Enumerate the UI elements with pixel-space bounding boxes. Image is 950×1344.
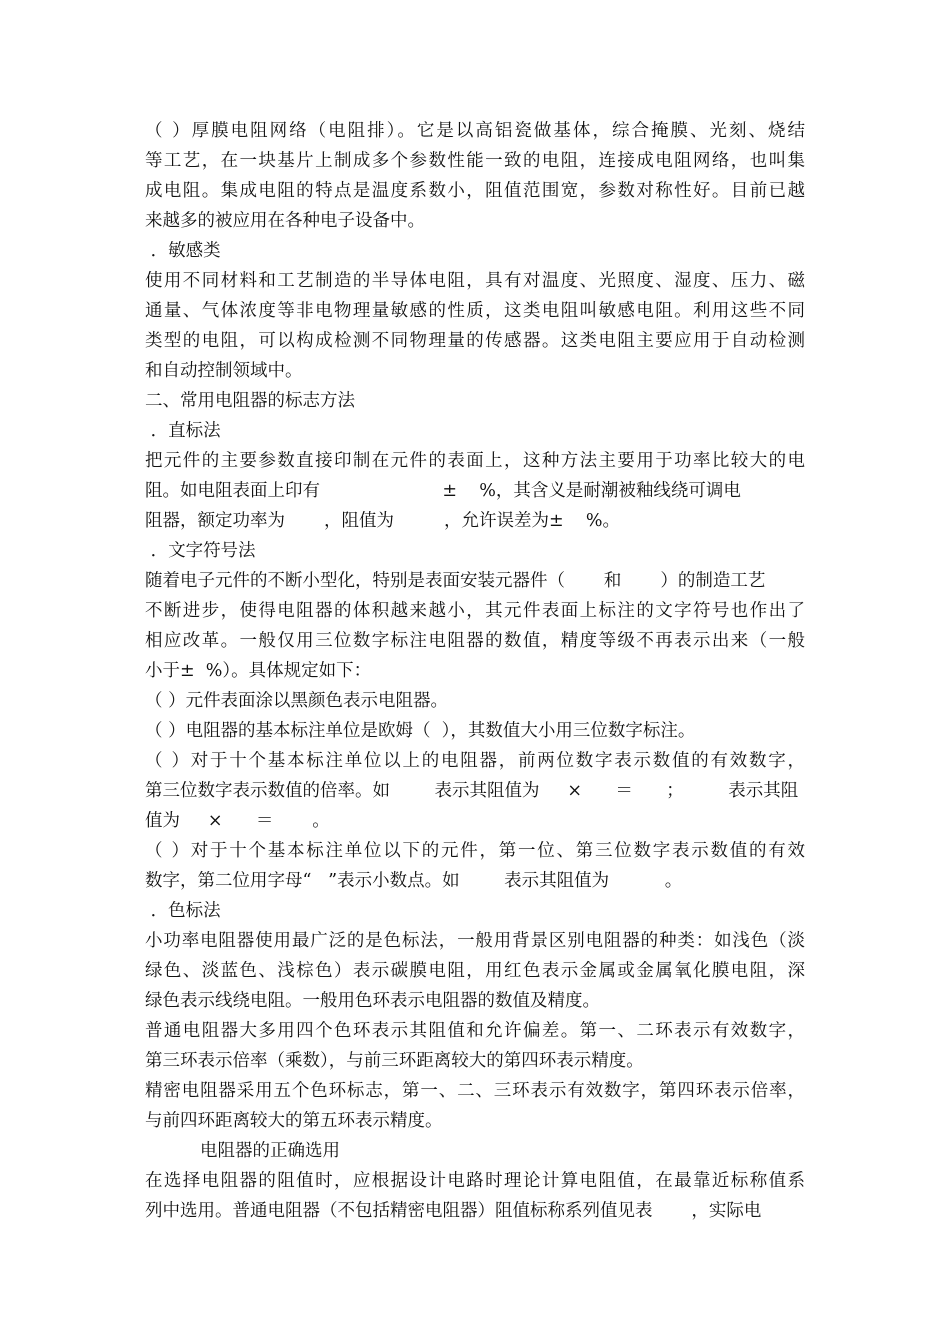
paragraph-line: 绿色、淡蓝色、浅棕色）表示碳膜电阻，用红色表示金属或金属氧化膜电阻，深 (145, 961, 805, 981)
paragraph-line: 来越多的被应用在各种电子设备中。 (145, 211, 425, 231)
paragraph-line: 阻。如电阻表面上印有 ± %，其含义是耐潮被釉线绕可调电 (145, 481, 741, 501)
paragraph-line: 使用不同材料和工艺制造的半导体电阻，具有对温度、光照度、湿度、压力、磁 (145, 271, 805, 291)
section-heading: ．色标法 (145, 901, 221, 921)
paragraph-line: 和自动控制领域中。 (145, 361, 303, 381)
paragraph-line: 相应改革。一般仅用三位数字标注电阻器的数值，精度等级不再表示出来（一般 (145, 631, 805, 651)
paragraph-line: 随着电子元件的不断小型化，特别是表面安装元器件（ 和 ）的制造工艺 (145, 571, 766, 591)
paragraph-line: 第三位数字表示数值的倍率。如 表示其阻值为 × ＝ ； 表示其阻 (145, 781, 799, 801)
paragraph-line: 等工艺，在一块基片上制成多个参数性能一致的电阻，连接成电阻网络，也叫集 (145, 151, 805, 171)
paragraph-line: 小于± %）。具体规定如下： (145, 661, 372, 681)
section-heading: ．直标法 (145, 421, 221, 441)
paragraph-line: 不断进步，使得电阻器的体积越来越小，其元件表面上标注的文字符号也作出了 (145, 601, 805, 621)
list-item: （ ）对于十个基本标注单位以上的电阻器，前两位数字表示数值的有效数字， (145, 751, 805, 771)
paragraph-line: 值为 × ＝ 。 (145, 811, 330, 831)
paragraph-line: 通量、气体浓度等非电物理量敏感的性质，这类电阻叫敏感电阻。利用这些不同 (145, 301, 805, 321)
list-item: （ ）元件表面涂以黑颜色表示电阻器。 (145, 691, 449, 711)
section-heading: ．文字符号法 (145, 541, 256, 561)
paragraph-line: 列中选用。普通电阻器（不包括精密电阻器）阻值标称系列值见表 ，实际电 (145, 1201, 762, 1221)
paragraph-line: 成电阻。集成电阻的特点是温度系数小，阻值范围宽，参数对称性好。目前已越 (145, 181, 805, 201)
paragraph-line: 普通电阻器大多用四个色环表示其阻值和允许偏差。第一、二环表示有效数字， (145, 1021, 805, 1041)
paragraph-line: 把元件的主要参数直接印制在元件的表面上，这种方法主要用于功率比较大的电 (145, 451, 805, 471)
paragraph-line: 第三环表示倍率（乘数），与前三环距离较大的第四环表示精度。 (145, 1051, 644, 1071)
paragraph-line: 类型的电阻，可以构成检测不同物理量的传感器。这类电阻主要应用于自动检测 (145, 331, 805, 351)
paragraph-line: 绿色表示线绕电阻。一般用色环表示电阻器的数值及精度。 (145, 991, 600, 1011)
paragraph-line: 在选择电阻器的阻值时，应根据设计电路时理论计算电阻值，在最靠近标称值系 (145, 1171, 805, 1191)
document-body (145, 116, 805, 1226)
paragraph-line: 小功率电阻器使用最广泛的是色标法，一般用背景区别电阻器的种类：如浅色（淡 (145, 931, 805, 951)
paragraph-line: 与前四环距离较大的第五环表示精度。 (145, 1111, 443, 1131)
section-heading: 二、常用电阻器的标志方法 (145, 391, 355, 411)
paragraph-line: 精密电阻器采用五个色环标志，第一、二、三环表示有效数字，第四环表示倍率， (145, 1081, 805, 1101)
section-heading: ．敏感类 (145, 241, 221, 261)
paragraph-line: 阻器，额定功率为 ，阻值为 ，允许误差为± %。 (145, 511, 621, 531)
paragraph-line: 数字，第二位用字母“ ”表示小数点。如 表示其阻值为 。 (145, 871, 683, 891)
section-heading: 电阻器的正确选用 (200, 1141, 340, 1161)
list-item: （ ）对于十个基本标注单位以下的元件，第一位、第三位数字表示数值的有效 (145, 841, 805, 861)
paragraph-line: （ ）厚膜电阻网络（电阻排）。它是以高铝瓷做基体，综合掩膜、光刻、烧结 (145, 121, 805, 141)
list-item: （ ）电阻器的基本标注单位是欧姆（ ），其数值大小用三位数字标注。 (145, 721, 696, 741)
